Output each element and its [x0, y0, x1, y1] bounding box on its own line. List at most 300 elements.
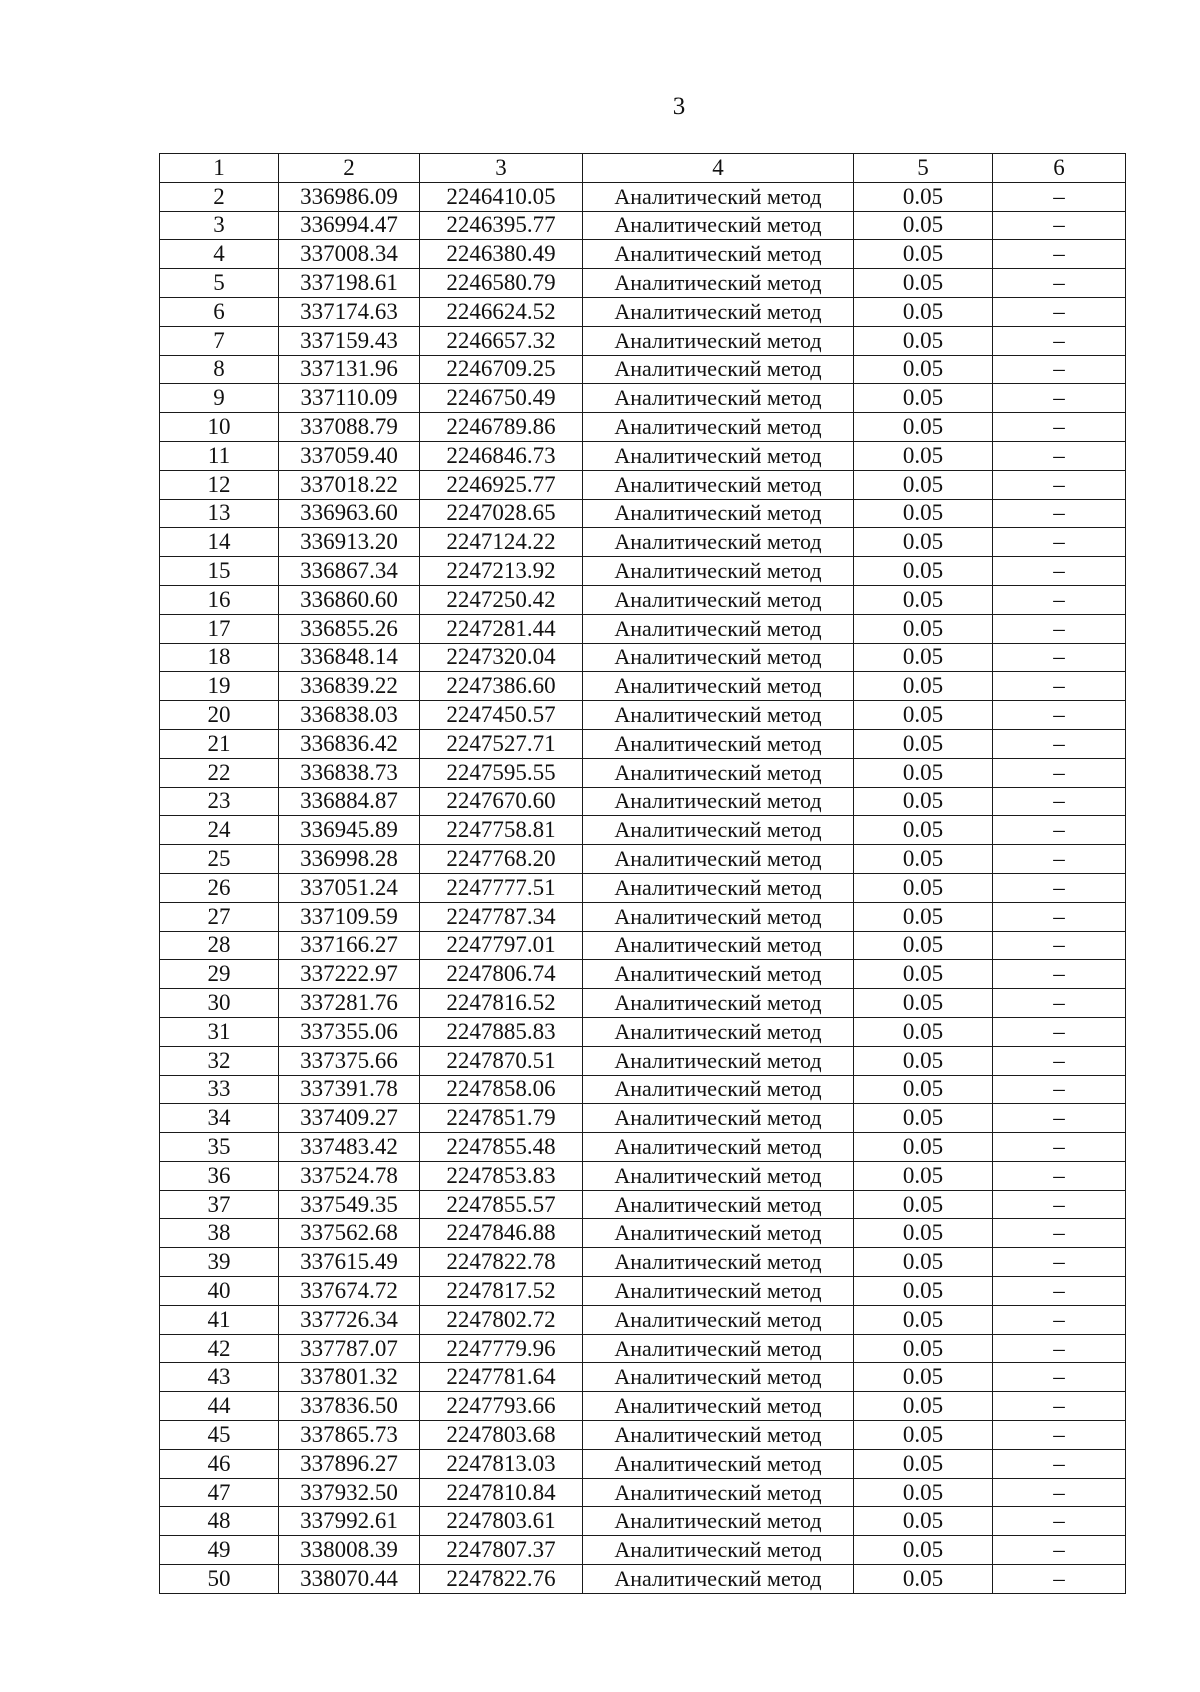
description-cell: –	[993, 1190, 1126, 1219]
x-coordinate-cell: 337787.07	[279, 1334, 420, 1363]
table-row	[160, 413, 1126, 442]
description-cell: –	[993, 211, 1126, 240]
y-coordinate-cell: 2247213.92	[420, 557, 583, 586]
point-number-cell: 41	[160, 1305, 279, 1334]
point-number-cell: 38	[160, 1219, 279, 1248]
point-number-cell: 20	[160, 701, 279, 730]
method-cell: Аналитический метод	[583, 902, 854, 931]
column-header: 5	[854, 154, 993, 183]
table-row	[160, 1536, 1126, 1565]
method-cell: Аналитический метод	[583, 701, 854, 730]
accuracy-cell: 0.05	[854, 672, 993, 701]
point-number-cell: 15	[160, 557, 279, 586]
x-coordinate-cell: 337562.68	[279, 1219, 420, 1248]
accuracy-cell: 0.05	[854, 1277, 993, 1306]
accuracy-cell: 0.05	[854, 1363, 993, 1392]
x-coordinate-cell: 337018.22	[279, 470, 420, 499]
point-number-cell: 26	[160, 873, 279, 902]
description-cell: –	[993, 1104, 1126, 1133]
y-coordinate-cell: 2247758.81	[420, 816, 583, 845]
y-coordinate-cell: 2247250.42	[420, 585, 583, 614]
method-cell: Аналитический метод	[583, 413, 854, 442]
table-row	[160, 902, 1126, 931]
description-cell: –	[993, 701, 1126, 730]
x-coordinate-cell: 337198.61	[279, 269, 420, 298]
method-cell: Аналитический метод	[583, 240, 854, 269]
method-cell: Аналитический метод	[583, 729, 854, 758]
accuracy-cell: 0.05	[854, 240, 993, 269]
x-coordinate-cell: 337524.78	[279, 1161, 420, 1190]
method-cell: Аналитический метод	[583, 989, 854, 1018]
point-number-cell: 12	[160, 470, 279, 499]
method-cell: Аналитический метод	[583, 1046, 854, 1075]
x-coordinate-cell: 338008.39	[279, 1536, 420, 1565]
point-number-cell: 34	[160, 1104, 279, 1133]
description-cell: –	[993, 1277, 1126, 1306]
y-coordinate-cell: 2246750.49	[420, 384, 583, 413]
point-number-cell: 19	[160, 672, 279, 701]
y-coordinate-cell: 2247810.84	[420, 1478, 583, 1507]
accuracy-cell: 0.05	[854, 297, 993, 326]
y-coordinate-cell: 2246624.52	[420, 297, 583, 326]
x-coordinate-cell: 337174.63	[279, 297, 420, 326]
table-row	[160, 326, 1126, 355]
y-coordinate-cell: 2247803.68	[420, 1421, 583, 1450]
description-cell: –	[993, 1075, 1126, 1104]
table-row	[160, 614, 1126, 643]
accuracy-cell: 0.05	[854, 1104, 993, 1133]
method-cell: Аналитический метод	[583, 931, 854, 960]
accuracy-cell: 0.05	[854, 787, 993, 816]
x-coordinate-cell: 337281.76	[279, 989, 420, 1018]
description-cell: –	[993, 326, 1126, 355]
y-coordinate-cell: 2247797.01	[420, 931, 583, 960]
x-coordinate-cell: 336867.34	[279, 557, 420, 586]
accuracy-cell: 0.05	[854, 643, 993, 672]
y-coordinate-cell: 2247028.65	[420, 499, 583, 528]
y-coordinate-cell: 2247386.60	[420, 672, 583, 701]
point-number-cell: 45	[160, 1421, 279, 1450]
table-row	[160, 470, 1126, 499]
point-number-cell: 9	[160, 384, 279, 413]
description-cell: –	[993, 585, 1126, 614]
description-cell: –	[993, 441, 1126, 470]
description-cell: –	[993, 672, 1126, 701]
accuracy-cell: 0.05	[854, 1161, 993, 1190]
y-coordinate-cell: 2247777.51	[420, 873, 583, 902]
y-coordinate-cell: 2247822.76	[420, 1565, 583, 1594]
point-number-cell: 23	[160, 787, 279, 816]
point-number-cell: 11	[160, 441, 279, 470]
method-cell: Аналитический метод	[583, 211, 854, 240]
point-number-cell: 49	[160, 1536, 279, 1565]
accuracy-cell: 0.05	[854, 1219, 993, 1248]
accuracy-cell: 0.05	[854, 729, 993, 758]
table-row	[160, 816, 1126, 845]
table-row	[160, 1392, 1126, 1421]
table-row	[160, 1219, 1126, 1248]
description-cell: –	[993, 1046, 1126, 1075]
description-cell: –	[993, 614, 1126, 643]
description-cell: –	[993, 1133, 1126, 1162]
point-number-cell: 17	[160, 614, 279, 643]
x-coordinate-cell: 338070.44	[279, 1565, 420, 1594]
table-header-row	[160, 154, 1126, 183]
column-header: 4	[583, 154, 854, 183]
accuracy-cell: 0.05	[854, 326, 993, 355]
y-coordinate-cell: 2247779.96	[420, 1334, 583, 1363]
description-cell: –	[993, 470, 1126, 499]
point-number-cell: 28	[160, 931, 279, 960]
point-number-cell: 39	[160, 1248, 279, 1277]
y-coordinate-cell: 2246410.05	[420, 182, 583, 211]
x-coordinate-cell: 336998.28	[279, 845, 420, 874]
method-cell: Аналитический метод	[583, 1536, 854, 1565]
description-cell: –	[993, 182, 1126, 211]
table-row	[160, 1449, 1126, 1478]
description-cell: –	[993, 1507, 1126, 1536]
x-coordinate-cell: 337375.66	[279, 1046, 420, 1075]
point-number-cell: 4	[160, 240, 279, 269]
point-number-cell: 31	[160, 1017, 279, 1046]
table-body	[160, 182, 1126, 1593]
table-row	[160, 240, 1126, 269]
accuracy-cell: 0.05	[854, 1046, 993, 1075]
y-coordinate-cell: 2247822.78	[420, 1248, 583, 1277]
method-cell: Аналитический метод	[583, 384, 854, 413]
accuracy-cell: 0.05	[854, 1565, 993, 1594]
point-number-cell: 43	[160, 1363, 279, 1392]
x-coordinate-cell: 336913.20	[279, 528, 420, 557]
method-cell: Аналитический метод	[583, 873, 854, 902]
point-number-cell: 27	[160, 902, 279, 931]
table-row	[160, 297, 1126, 326]
y-coordinate-cell: 2247851.79	[420, 1104, 583, 1133]
table-row	[160, 585, 1126, 614]
y-coordinate-cell: 2247450.57	[420, 701, 583, 730]
method-cell: Аналитический метод	[583, 758, 854, 787]
point-number-cell: 29	[160, 960, 279, 989]
accuracy-cell: 0.05	[854, 1392, 993, 1421]
y-coordinate-cell: 2246925.77	[420, 470, 583, 499]
table-row	[160, 931, 1126, 960]
table-row	[160, 1478, 1126, 1507]
table-row	[160, 873, 1126, 902]
x-coordinate-cell: 337059.40	[279, 441, 420, 470]
x-coordinate-cell: 337615.49	[279, 1248, 420, 1277]
y-coordinate-cell: 2247787.34	[420, 902, 583, 931]
point-number-cell: 48	[160, 1507, 279, 1536]
point-number-cell: 35	[160, 1133, 279, 1162]
coordinates-table	[159, 153, 1126, 1594]
description-cell: –	[993, 960, 1126, 989]
x-coordinate-cell: 337409.27	[279, 1104, 420, 1133]
accuracy-cell: 0.05	[854, 873, 993, 902]
y-coordinate-cell: 2247807.37	[420, 1536, 583, 1565]
y-coordinate-cell: 2247802.72	[420, 1305, 583, 1334]
x-coordinate-cell: 337896.27	[279, 1449, 420, 1478]
description-cell: –	[993, 557, 1126, 586]
method-cell: Аналитический метод	[583, 1334, 854, 1363]
method-cell: Аналитический метод	[583, 326, 854, 355]
accuracy-cell: 0.05	[854, 931, 993, 960]
y-coordinate-cell: 2246846.73	[420, 441, 583, 470]
description-cell: –	[993, 1161, 1126, 1190]
method-cell: Аналитический метод	[583, 672, 854, 701]
method-cell: Аналитический метод	[583, 1305, 854, 1334]
accuracy-cell: 0.05	[854, 1334, 993, 1363]
x-coordinate-cell: 336994.47	[279, 211, 420, 240]
description-cell: –	[993, 643, 1126, 672]
accuracy-cell: 0.05	[854, 1536, 993, 1565]
method-cell: Аналитический метод	[583, 643, 854, 672]
table-row	[160, 1075, 1126, 1104]
method-cell: Аналитический метод	[583, 787, 854, 816]
description-cell: –	[993, 1536, 1126, 1565]
y-coordinate-cell: 2246580.79	[420, 269, 583, 298]
accuracy-cell: 0.05	[854, 1075, 993, 1104]
accuracy-cell: 0.05	[854, 1017, 993, 1046]
x-coordinate-cell: 336945.89	[279, 816, 420, 845]
x-coordinate-cell: 337932.50	[279, 1478, 420, 1507]
x-coordinate-cell: 337391.78	[279, 1075, 420, 1104]
y-coordinate-cell: 2246395.77	[420, 211, 583, 240]
point-number-cell: 32	[160, 1046, 279, 1075]
method-cell: Аналитический метод	[583, 1133, 854, 1162]
y-coordinate-cell: 2247806.74	[420, 960, 583, 989]
description-cell: –	[993, 758, 1126, 787]
point-number-cell: 3	[160, 211, 279, 240]
method-cell: Аналитический метод	[583, 557, 854, 586]
description-cell: –	[993, 816, 1126, 845]
accuracy-cell: 0.05	[854, 845, 993, 874]
accuracy-cell: 0.05	[854, 1305, 993, 1334]
x-coordinate-cell: 336839.22	[279, 672, 420, 701]
point-number-cell: 10	[160, 413, 279, 442]
point-number-cell: 33	[160, 1075, 279, 1104]
method-cell: Аналитический метод	[583, 1421, 854, 1450]
accuracy-cell: 0.05	[854, 557, 993, 586]
table-row	[160, 1277, 1126, 1306]
column-header: 1	[160, 154, 279, 183]
y-coordinate-cell: 2247781.64	[420, 1363, 583, 1392]
table-row	[160, 1305, 1126, 1334]
accuracy-cell: 0.05	[854, 441, 993, 470]
description-cell: –	[993, 297, 1126, 326]
table-row	[160, 845, 1126, 874]
table-row	[160, 182, 1126, 211]
table-row	[160, 1133, 1126, 1162]
point-number-cell: 42	[160, 1334, 279, 1363]
method-cell: Аналитический метод	[583, 585, 854, 614]
method-cell: Аналитический метод	[583, 528, 854, 557]
accuracy-cell: 0.05	[854, 614, 993, 643]
point-number-cell: 47	[160, 1478, 279, 1507]
page-number: 3	[672, 93, 686, 120]
y-coordinate-cell: 2247855.57	[420, 1190, 583, 1219]
point-number-cell: 14	[160, 528, 279, 557]
accuracy-cell: 0.05	[854, 585, 993, 614]
accuracy-cell: 0.05	[854, 1190, 993, 1219]
point-number-cell: 25	[160, 845, 279, 874]
x-coordinate-cell: 336855.26	[279, 614, 420, 643]
table-row	[160, 787, 1126, 816]
accuracy-cell: 0.05	[854, 1478, 993, 1507]
x-coordinate-cell: 337166.27	[279, 931, 420, 960]
table-row	[160, 1017, 1126, 1046]
y-coordinate-cell: 2247846.88	[420, 1219, 583, 1248]
point-number-cell: 21	[160, 729, 279, 758]
table-row	[160, 989, 1126, 1018]
method-cell: Аналитический метод	[583, 1190, 854, 1219]
point-number-cell: 40	[160, 1277, 279, 1306]
y-coordinate-cell: 2247527.71	[420, 729, 583, 758]
y-coordinate-cell: 2247768.20	[420, 845, 583, 874]
method-cell: Аналитический метод	[583, 1104, 854, 1133]
y-coordinate-cell: 2247855.48	[420, 1133, 583, 1162]
accuracy-cell: 0.05	[854, 989, 993, 1018]
method-cell: Аналитический метод	[583, 441, 854, 470]
method-cell: Аналитический метод	[583, 845, 854, 874]
accuracy-cell: 0.05	[854, 528, 993, 557]
accuracy-cell: 0.05	[854, 1449, 993, 1478]
column-header: 6	[993, 154, 1126, 183]
table-row	[160, 384, 1126, 413]
y-coordinate-cell: 2247281.44	[420, 614, 583, 643]
x-coordinate-cell: 337159.43	[279, 326, 420, 355]
table-row	[160, 1190, 1126, 1219]
y-coordinate-cell: 2246380.49	[420, 240, 583, 269]
y-coordinate-cell: 2247885.83	[420, 1017, 583, 1046]
point-number-cell: 18	[160, 643, 279, 672]
method-cell: Аналитический метод	[583, 1161, 854, 1190]
point-number-cell: 22	[160, 758, 279, 787]
description-cell: –	[993, 528, 1126, 557]
y-coordinate-cell: 2247858.06	[420, 1075, 583, 1104]
method-cell: Аналитический метод	[583, 1478, 854, 1507]
x-coordinate-cell: 337549.35	[279, 1190, 420, 1219]
table-row	[160, 211, 1126, 240]
table-row	[160, 1046, 1126, 1075]
accuracy-cell: 0.05	[854, 384, 993, 413]
point-number-cell: 50	[160, 1565, 279, 1594]
point-number-cell: 24	[160, 816, 279, 845]
point-number-cell: 44	[160, 1392, 279, 1421]
description-cell: –	[993, 989, 1126, 1018]
description-cell: –	[993, 240, 1126, 269]
table-row	[160, 269, 1126, 298]
point-number-cell: 7	[160, 326, 279, 355]
method-cell: Аналитический метод	[583, 1017, 854, 1046]
table-row	[160, 1363, 1126, 1392]
method-cell: Аналитический метод	[583, 499, 854, 528]
method-cell: Аналитический метод	[583, 1507, 854, 1536]
point-number-cell: 13	[160, 499, 279, 528]
accuracy-cell: 0.05	[854, 1421, 993, 1450]
x-coordinate-cell: 336838.03	[279, 701, 420, 730]
x-coordinate-cell: 337109.59	[279, 902, 420, 931]
y-coordinate-cell: 2247124.22	[420, 528, 583, 557]
point-number-cell: 37	[160, 1190, 279, 1219]
description-cell: –	[993, 1565, 1126, 1594]
y-coordinate-cell: 2247803.61	[420, 1507, 583, 1536]
description-cell: –	[993, 873, 1126, 902]
x-coordinate-cell: 337674.72	[279, 1277, 420, 1306]
description-cell: –	[993, 355, 1126, 384]
y-coordinate-cell: 2247853.83	[420, 1161, 583, 1190]
x-coordinate-cell: 337992.61	[279, 1507, 420, 1536]
y-coordinate-cell: 2247816.52	[420, 989, 583, 1018]
accuracy-cell: 0.05	[854, 701, 993, 730]
column-header: 3	[420, 154, 583, 183]
y-coordinate-cell: 2246657.32	[420, 326, 583, 355]
x-coordinate-cell: 337088.79	[279, 413, 420, 442]
description-cell: –	[993, 902, 1126, 931]
x-coordinate-cell: 336884.87	[279, 787, 420, 816]
point-number-cell: 8	[160, 355, 279, 384]
accuracy-cell: 0.05	[854, 1133, 993, 1162]
method-cell: Аналитический метод	[583, 269, 854, 298]
accuracy-cell: 0.05	[854, 816, 993, 845]
y-coordinate-cell: 2247813.03	[420, 1449, 583, 1478]
description-cell: –	[993, 1248, 1126, 1277]
x-coordinate-cell: 337355.06	[279, 1017, 420, 1046]
description-cell: –	[993, 1449, 1126, 1478]
table-row	[160, 1565, 1126, 1594]
table-row	[160, 557, 1126, 586]
x-coordinate-cell: 337726.34	[279, 1305, 420, 1334]
accuracy-cell: 0.05	[854, 413, 993, 442]
table-row	[160, 1104, 1126, 1133]
x-coordinate-cell: 337222.97	[279, 960, 420, 989]
description-cell: –	[993, 1017, 1126, 1046]
method-cell: Аналитический метод	[583, 1219, 854, 1248]
method-cell: Аналитический метод	[583, 1248, 854, 1277]
accuracy-cell: 0.05	[854, 758, 993, 787]
table-row	[160, 960, 1126, 989]
x-coordinate-cell: 336848.14	[279, 643, 420, 672]
table-row	[160, 1248, 1126, 1277]
accuracy-cell: 0.05	[854, 269, 993, 298]
table-row	[160, 672, 1126, 701]
x-coordinate-cell: 336836.42	[279, 729, 420, 758]
description-cell: –	[993, 269, 1126, 298]
description-cell: –	[993, 1421, 1126, 1450]
table-row	[160, 1161, 1126, 1190]
x-coordinate-cell: 337836.50	[279, 1392, 420, 1421]
description-cell: –	[993, 413, 1126, 442]
x-coordinate-cell: 336963.60	[279, 499, 420, 528]
method-cell: Аналитический метод	[583, 816, 854, 845]
y-coordinate-cell: 2246789.86	[420, 413, 583, 442]
y-coordinate-cell: 2247793.66	[420, 1392, 583, 1421]
method-cell: Аналитический метод	[583, 614, 854, 643]
table-row	[160, 643, 1126, 672]
point-number-cell: 16	[160, 585, 279, 614]
table-row	[160, 441, 1126, 470]
table-row	[160, 729, 1126, 758]
y-coordinate-cell: 2247817.52	[420, 1277, 583, 1306]
table-row	[160, 758, 1126, 787]
x-coordinate-cell: 336986.09	[279, 182, 420, 211]
x-coordinate-cell: 337051.24	[279, 873, 420, 902]
accuracy-cell: 0.05	[854, 355, 993, 384]
point-number-cell: 2	[160, 182, 279, 211]
method-cell: Аналитический метод	[583, 960, 854, 989]
accuracy-cell: 0.05	[854, 902, 993, 931]
method-cell: Аналитический метод	[583, 470, 854, 499]
table-row	[160, 499, 1126, 528]
